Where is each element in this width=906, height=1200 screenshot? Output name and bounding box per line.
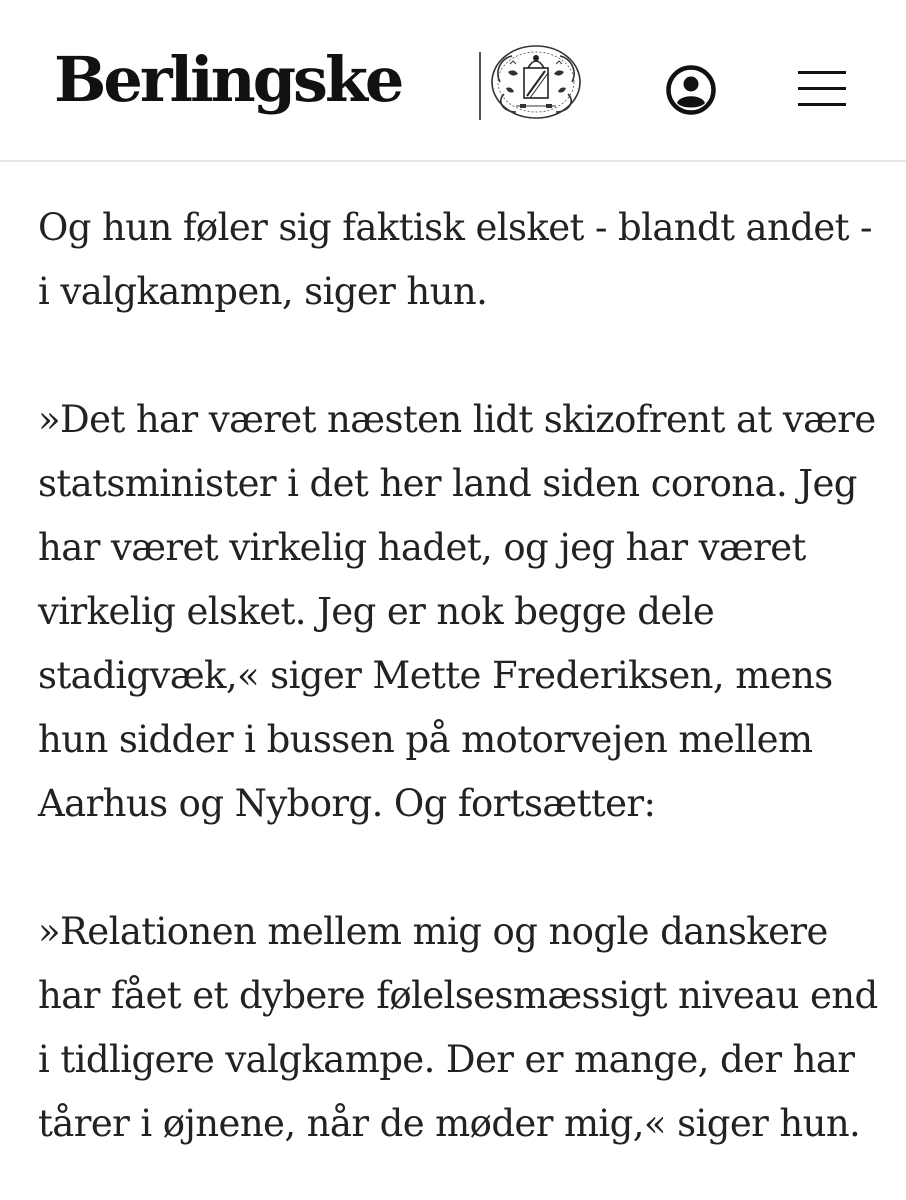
article-paragraph: »Relationen mellem mig og nogle danskere har fået et dybere følelsesmæssigt niveau end i tidligere valgkampe. Der er mange, der har tårer i øjnene, når de møder mig,« siger hun. [38,910,878,1145]
site-logo[interactable]: Berlingske [54,43,402,116]
logo-divider [479,52,481,120]
article-paragraph: Og hun føler sig faktisk elsket - blandt andet - i valgkampen, siger hun. [38,206,872,313]
user-profile-icon[interactable] [665,64,717,116]
berlingske-crest-icon [486,42,586,124]
hamburger-menu-icon[interactable] [794,66,850,112]
site-header [0,0,906,162]
article-body [38,196,878,1200]
article-paragraph: »Det har været næsten lidt skizofrent at være statsminister i det her land siden corona. Jeg har været virkelig hadet, og jeg har været virkelig elsket. Jeg er nok begge dele stadigvæk,« siger Mette Frederiksen, mens hun sidder i bussen på motorvejen mellem Aarhus og Nyborg. Og fortsætter: [38,398,876,825]
